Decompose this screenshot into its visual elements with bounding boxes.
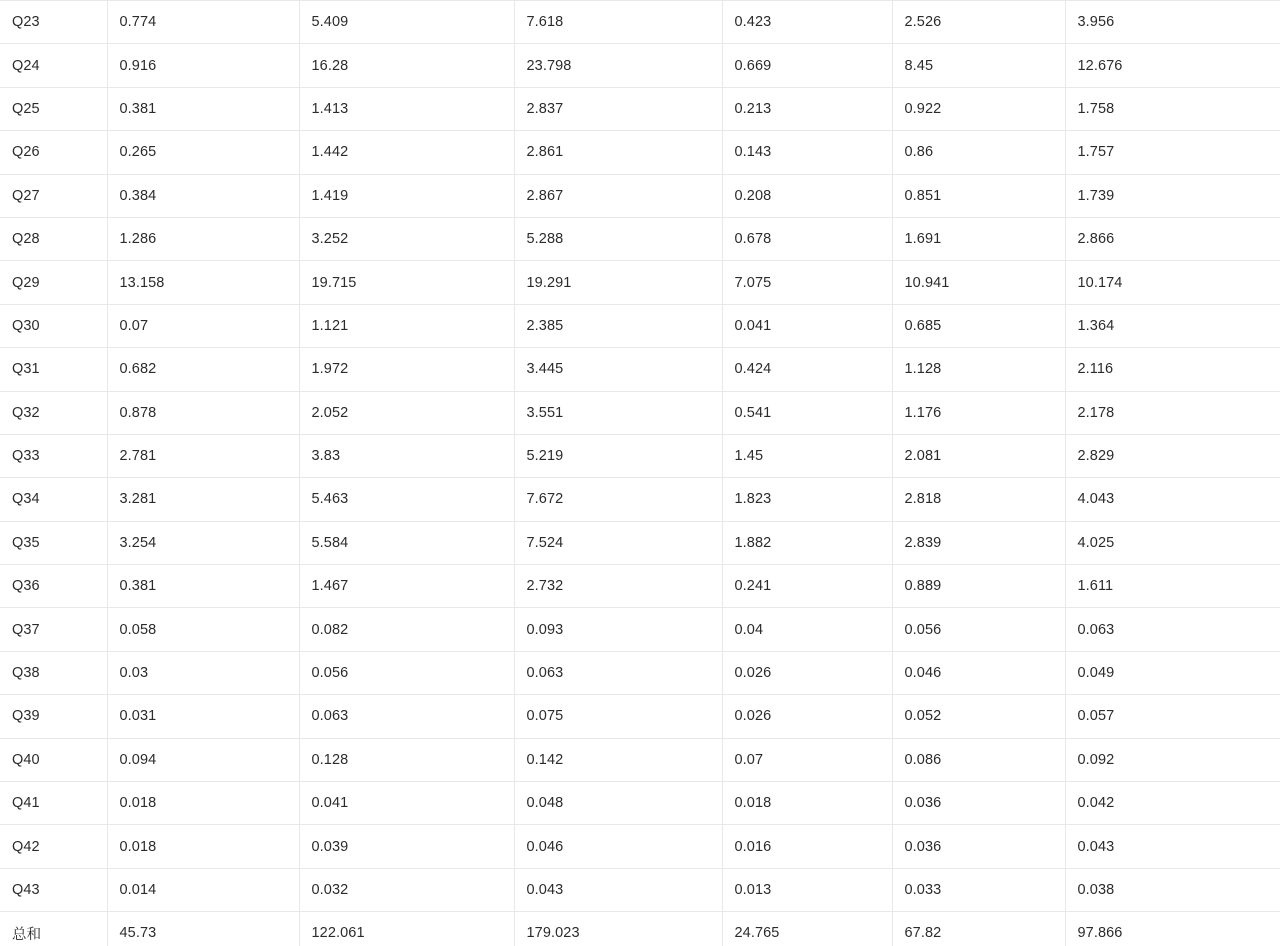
data-cell: 5.584 <box>299 521 514 564</box>
data-cell: 0.851 <box>892 174 1065 217</box>
data-cell: 5.463 <box>299 478 514 521</box>
data-cell: 1.176 <box>892 391 1065 434</box>
data-cell: 2.526 <box>892 1 1065 44</box>
data-cell: 0.685 <box>892 304 1065 347</box>
data-cell: 0.241 <box>722 565 892 608</box>
data-cell: 23.798 <box>514 44 722 87</box>
data-cell: 0.058 <box>107 608 299 651</box>
data-cell: 0.026 <box>722 651 892 694</box>
data-cell: 0.093 <box>514 608 722 651</box>
data-cell: 1.758 <box>1065 87 1280 130</box>
data-cell: 2.385 <box>514 304 722 347</box>
table-row <box>0 44 1280 87</box>
data-cell: 7.618 <box>514 1 722 44</box>
table-row <box>0 1 1280 44</box>
data-cell: 45.73 <box>107 912 299 946</box>
data-cell: 0.878 <box>107 391 299 434</box>
data-cell: 3.551 <box>514 391 722 434</box>
data-cell: 179.023 <box>514 912 722 946</box>
data-cell: 1.364 <box>1065 304 1280 347</box>
data-cell: 0.033 <box>892 868 1065 911</box>
data-cell: 0.036 <box>892 825 1065 868</box>
table-body <box>0 1 1280 946</box>
data-cell: 0.049 <box>1065 651 1280 694</box>
data-cell: 0.07 <box>722 738 892 781</box>
data-cell: 2.732 <box>514 565 722 608</box>
data-cell: 0.384 <box>107 174 299 217</box>
data-cell: 0.208 <box>722 174 892 217</box>
data-cell: 0.423 <box>722 1 892 44</box>
data-cell: 2.829 <box>1065 434 1280 477</box>
data-cell: 0.041 <box>299 782 514 825</box>
data-cell: 1.691 <box>892 217 1065 260</box>
data-cell: 0.04 <box>722 608 892 651</box>
data-cell: 0.143 <box>722 131 892 174</box>
table-row <box>0 825 1280 868</box>
data-cell: 2.867 <box>514 174 722 217</box>
data-cell: 0.541 <box>722 391 892 434</box>
data-cell: 0.048 <box>514 782 722 825</box>
data-cell: 3.445 <box>514 348 722 391</box>
data-cell: 0.381 <box>107 87 299 130</box>
data-cell: 0.142 <box>514 738 722 781</box>
table-row <box>0 782 1280 825</box>
data-cell: 1.972 <box>299 348 514 391</box>
table-row <box>0 174 1280 217</box>
data-cell: 0.265 <box>107 131 299 174</box>
data-cell: 1.128 <box>892 348 1065 391</box>
data-cell: 0.682 <box>107 348 299 391</box>
data-cell: 0.381 <box>107 565 299 608</box>
data-cell: 0.046 <box>514 825 722 868</box>
row-label-cell: Q26 <box>0 131 107 174</box>
table-row <box>0 521 1280 564</box>
table-row <box>0 651 1280 694</box>
data-cell: 2.781 <box>107 434 299 477</box>
data-cell: 1.739 <box>1065 174 1280 217</box>
data-cell: 2.866 <box>1065 217 1280 260</box>
data-cell: 67.82 <box>892 912 1065 946</box>
data-cell: 0.424 <box>722 348 892 391</box>
data-cell: 19.715 <box>299 261 514 304</box>
table-row <box>0 261 1280 304</box>
data-cell: 0.018 <box>722 782 892 825</box>
data-cell: 0.916 <box>107 44 299 87</box>
data-cell: 1.45 <box>722 434 892 477</box>
row-label-cell: Q42 <box>0 825 107 868</box>
data-cell: 2.116 <box>1065 348 1280 391</box>
data-cell: 7.524 <box>514 521 722 564</box>
data-cell: 0.086 <box>892 738 1065 781</box>
row-label-cell: Q41 <box>0 782 107 825</box>
data-cell: 0.026 <box>722 695 892 738</box>
table-row <box>0 695 1280 738</box>
data-cell: 2.818 <box>892 478 1065 521</box>
data-cell: 0.082 <box>299 608 514 651</box>
data-cell: 0.669 <box>722 44 892 87</box>
data-cell: 1.442 <box>299 131 514 174</box>
row-label-cell: Q28 <box>0 217 107 260</box>
data-cell: 1.611 <box>1065 565 1280 608</box>
table-row <box>0 304 1280 347</box>
row-label-cell: 总和 <box>0 912 107 946</box>
data-cell: 0.056 <box>892 608 1065 651</box>
data-cell: 0.094 <box>107 738 299 781</box>
data-cell: 7.075 <box>722 261 892 304</box>
data-cell: 0.032 <box>299 868 514 911</box>
data-cell: 0.043 <box>1065 825 1280 868</box>
row-label-cell: Q43 <box>0 868 107 911</box>
data-cell: 0.031 <box>107 695 299 738</box>
data-cell: 0.043 <box>514 868 722 911</box>
table-row <box>0 565 1280 608</box>
data-cell: 2.178 <box>1065 391 1280 434</box>
table-row <box>0 434 1280 477</box>
row-label-cell: Q29 <box>0 261 107 304</box>
data-cell: 0.018 <box>107 782 299 825</box>
data-cell: 97.866 <box>1065 912 1280 946</box>
data-cell: 2.837 <box>514 87 722 130</box>
data-cell: 0.07 <box>107 304 299 347</box>
row-label-cell: Q24 <box>0 44 107 87</box>
row-label-cell: Q35 <box>0 521 107 564</box>
data-cell: 0.041 <box>722 304 892 347</box>
data-cell: 1.121 <box>299 304 514 347</box>
data-cell: 0.036 <box>892 782 1065 825</box>
row-label-cell: Q32 <box>0 391 107 434</box>
data-cell: 2.052 <box>299 391 514 434</box>
data-cell: 0.052 <box>892 695 1065 738</box>
data-cell: 0.774 <box>107 1 299 44</box>
data-cell: 5.219 <box>514 434 722 477</box>
data-cell: 2.839 <box>892 521 1065 564</box>
data-cell: 0.046 <box>892 651 1065 694</box>
table-row <box>0 738 1280 781</box>
data-cell: 4.025 <box>1065 521 1280 564</box>
data-cell: 0.057 <box>1065 695 1280 738</box>
row-label-cell: Q39 <box>0 695 107 738</box>
data-cell: 8.45 <box>892 44 1065 87</box>
table-row <box>0 391 1280 434</box>
data-cell: 0.056 <box>299 651 514 694</box>
data-cell: 10.174 <box>1065 261 1280 304</box>
data-cell: 0.042 <box>1065 782 1280 825</box>
data-cell: 0.889 <box>892 565 1065 608</box>
data-cell: 13.158 <box>107 261 299 304</box>
data-cell: 0.03 <box>107 651 299 694</box>
data-cell: 2.081 <box>892 434 1065 477</box>
data-cell: 3.956 <box>1065 1 1280 44</box>
data-cell: 1.882 <box>722 521 892 564</box>
data-cell: 0.063 <box>299 695 514 738</box>
data-cell: 4.043 <box>1065 478 1280 521</box>
table-row <box>0 478 1280 521</box>
row-label-cell: Q36 <box>0 565 107 608</box>
data-cell: 122.061 <box>299 912 514 946</box>
row-label-cell: Q38 <box>0 651 107 694</box>
data-cell: 1.823 <box>722 478 892 521</box>
data-cell: 0.018 <box>107 825 299 868</box>
table-row <box>0 868 1280 911</box>
data-cell: 5.409 <box>299 1 514 44</box>
row-label-cell: Q31 <box>0 348 107 391</box>
data-cell: 1.467 <box>299 565 514 608</box>
data-cell: 0.213 <box>722 87 892 130</box>
data-cell: 10.941 <box>892 261 1065 304</box>
data-cell: 3.254 <box>107 521 299 564</box>
row-label-cell: Q27 <box>0 174 107 217</box>
row-label-cell: Q30 <box>0 304 107 347</box>
data-cell: 5.288 <box>514 217 722 260</box>
data-cell: 0.075 <box>514 695 722 738</box>
row-label-cell: Q33 <box>0 434 107 477</box>
row-label-cell: Q40 <box>0 738 107 781</box>
data-cell: 0.063 <box>514 651 722 694</box>
data-cell: 12.676 <box>1065 44 1280 87</box>
data-cell: 0.014 <box>107 868 299 911</box>
row-label-cell: Q37 <box>0 608 107 651</box>
data-cell: 1.757 <box>1065 131 1280 174</box>
row-label-cell: Q25 <box>0 87 107 130</box>
data-cell: 7.672 <box>514 478 722 521</box>
data-cell: 0.013 <box>722 868 892 911</box>
data-cell: 0.016 <box>722 825 892 868</box>
data-cell: 1.419 <box>299 174 514 217</box>
table-row <box>0 87 1280 130</box>
table-row <box>0 217 1280 260</box>
data-cell: 3.252 <box>299 217 514 260</box>
data-cell: 2.861 <box>514 131 722 174</box>
table-row <box>0 348 1280 391</box>
data-cell: 16.28 <box>299 44 514 87</box>
data-cell: 19.291 <box>514 261 722 304</box>
table-row <box>0 912 1280 946</box>
table-row <box>0 608 1280 651</box>
data-cell: 1.413 <box>299 87 514 130</box>
row-label-cell: Q34 <box>0 478 107 521</box>
data-cell: 1.286 <box>107 217 299 260</box>
data-cell: 24.765 <box>722 912 892 946</box>
data-cell: 0.678 <box>722 217 892 260</box>
row-label-cell: Q23 <box>0 1 107 44</box>
data-cell: 0.063 <box>1065 608 1280 651</box>
data-cell: 0.039 <box>299 825 514 868</box>
data-cell: 0.038 <box>1065 868 1280 911</box>
table-row <box>0 131 1280 174</box>
data-cell: 0.128 <box>299 738 514 781</box>
data-cell: 3.281 <box>107 478 299 521</box>
data-cell: 3.83 <box>299 434 514 477</box>
data-cell: 0.092 <box>1065 738 1280 781</box>
data-cell: 0.86 <box>892 131 1065 174</box>
data-cell: 0.922 <box>892 87 1065 130</box>
